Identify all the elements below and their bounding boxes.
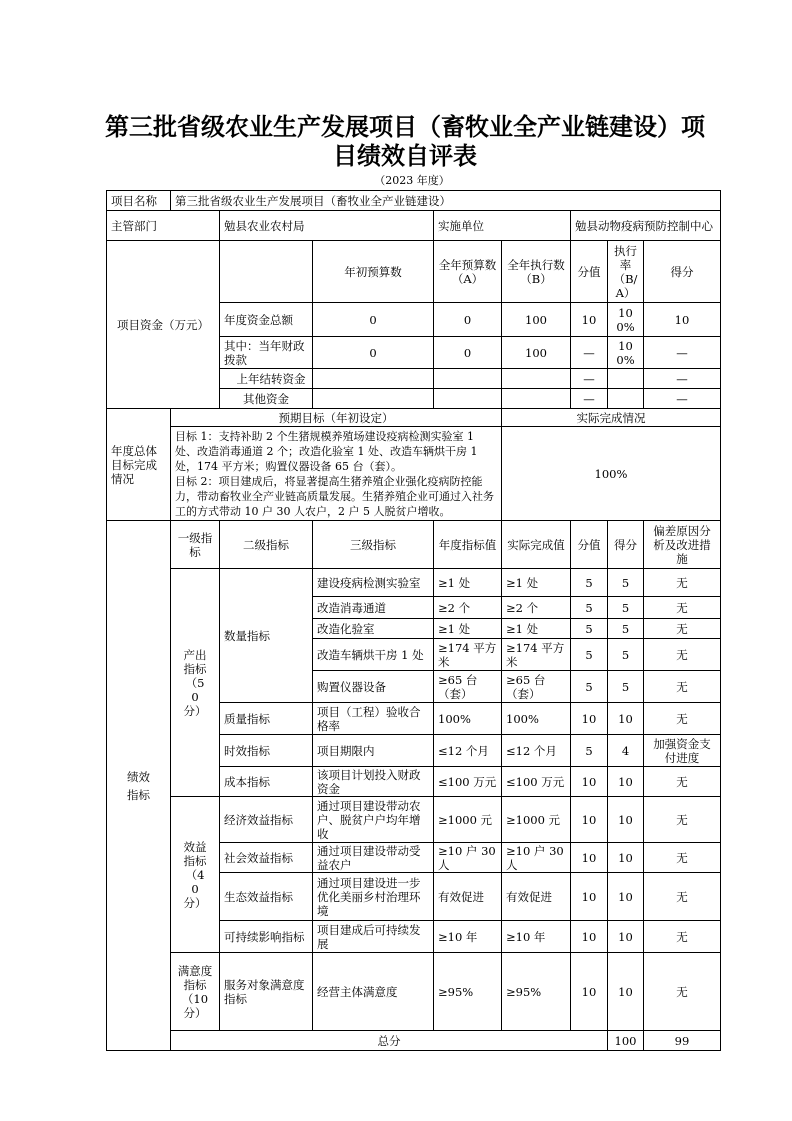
indicator-actual: ≤100 万元 <box>502 767 571 797</box>
indicator-score: 4 <box>608 735 644 767</box>
indicator-actual: 有效促进 <box>502 873 571 921</box>
indicator-score: 5 <box>608 619 644 639</box>
level2-economic: 经济效益指标 <box>220 797 313 843</box>
report-year: （2023 年度） <box>374 174 450 187</box>
indicator-target: ≥1 处 <box>434 569 502 597</box>
perf-label: 绩效指标 <box>107 521 171 1051</box>
indicator-row <box>107 797 721 843</box>
level2-quantity: 数量指标 <box>220 569 313 703</box>
level1-satisfaction: 满意度指标（10分） <box>171 953 220 1031</box>
funds-budget: 0 <box>434 337 502 369</box>
indicator-name: 通过项目建设带动受益农户 <box>313 843 434 873</box>
indicator-name: 改造化验室 <box>313 619 434 639</box>
indicator-target: ≥1 处 <box>434 619 502 639</box>
goal-2: 目标 2：项目建成后，将显著提高生猪养殖企业强化疫病防控能力，带动畜牧业全产业链高质量发展。生猪养殖企业可通过入社务工的方式带动 10 户 30 人农户，2 户 5 人脱贫户增收。 <box>175 474 494 518</box>
indicator-name: 建设疫病检测实验室 <box>313 569 434 597</box>
indicator-score: 10 <box>608 797 644 843</box>
indicator-target: ≥174 平方米 <box>434 639 502 671</box>
department-value: 勉县农业农村局 <box>220 211 434 241</box>
funds-exec: 100 <box>502 337 571 369</box>
funds-row-label: 其中：当年财政拨款 <box>220 337 313 369</box>
total-score: 99 <box>644 1031 721 1051</box>
level2-quality: 质量指标 <box>220 703 313 735</box>
indicator-value: 10 <box>571 873 608 921</box>
indicator-target: ≥1000 元 <box>434 797 502 843</box>
indicator-note: 无 <box>644 703 721 735</box>
got-score-header: 得分 <box>608 521 644 569</box>
row-goals-header <box>107 409 721 427</box>
funds-row-label: 其他资金 <box>220 389 313 409</box>
deviation-header: 偏差原因分析及改进措施 <box>644 521 721 569</box>
indicator-target: ≥65 台（套） <box>434 671 502 703</box>
indicator-name: 该项目计划投入财政资金 <box>313 767 434 797</box>
indicator-actual: ≥174 平方米 <box>502 639 571 671</box>
indicator-name: 项目（工程）验收合格率 <box>313 703 434 735</box>
funds-annual: 0 <box>313 337 434 369</box>
row-funds-header <box>107 241 721 303</box>
indicator-name: 项目建成后可持续发展 <box>313 921 434 953</box>
funds-value: — <box>571 389 608 409</box>
level2-service: 服务对象满意度指标 <box>220 953 313 1031</box>
indicator-value: 5 <box>571 735 608 767</box>
indicator-name: 项目期限内 <box>313 735 434 767</box>
indicator-value: 10 <box>571 767 608 797</box>
indicator-row <box>107 569 721 597</box>
indicator-actual: ≥1000 元 <box>502 797 571 843</box>
full-budget-header: 全年预算数（A） <box>434 241 502 303</box>
funds-annual <box>313 369 434 389</box>
indicator-score: 5 <box>608 671 644 703</box>
funds-rate: 100% <box>608 337 644 369</box>
row-indicators-header <box>107 521 721 569</box>
implementer-label: 实施单位 <box>434 211 571 241</box>
row-goals-content <box>107 427 721 521</box>
indicator-target: ≥10 户 30 人 <box>434 843 502 873</box>
indicator-target: 有效促进 <box>434 873 502 921</box>
funds-rate <box>608 369 644 389</box>
funds-exec: 100 <box>502 303 571 337</box>
indicator-note: 无 <box>644 797 721 843</box>
row-department <box>107 211 721 241</box>
level2-social: 社会效益指标 <box>220 843 313 873</box>
indicator-row <box>107 953 721 1031</box>
indicator-value: 5 <box>571 671 608 703</box>
indicator-target: 100% <box>434 703 502 735</box>
funds-budget <box>434 369 502 389</box>
indicator-score: 5 <box>608 597 644 619</box>
indicator-note: 加强资金支付进度 <box>644 735 721 767</box>
indicator-score: 10 <box>608 767 644 797</box>
score-value-col-header: 分值 <box>571 521 608 569</box>
indicator-actual: ≥10 户 30 人 <box>502 843 571 873</box>
level1-benefit: 效益指标（40分） <box>171 797 220 953</box>
indicator-score: 10 <box>608 873 644 921</box>
indicator-value: 10 <box>571 953 608 1031</box>
indicator-score: 10 <box>608 953 644 1031</box>
indicator-name: 改造消毒通道 <box>313 597 434 619</box>
level2-ecological: 生态效益指标 <box>220 873 313 921</box>
indicator-target: ≤100 万元 <box>434 767 502 797</box>
indicator-score: 5 <box>608 639 644 671</box>
indicator-name: 购置仪器设备 <box>313 671 434 703</box>
funds-annual: 0 <box>313 303 434 337</box>
indicator-name: 通过项目建设带动农户、脱贫户户均年增收 <box>313 797 434 843</box>
indicator-actual: ≥2 个 <box>502 597 571 619</box>
page-title: 第三批省级农业生产发展项目（畜牧业全产业链建设）项目绩效自评表 <box>105 112 705 170</box>
indicator-value: 5 <box>571 639 608 671</box>
funds-annual <box>313 389 434 409</box>
indicator-name: 经营主体满意度 <box>313 953 434 1031</box>
indicator-target: ≥2 个 <box>434 597 502 619</box>
funds-budget: 0 <box>434 303 502 337</box>
indicator-value: 10 <box>571 703 608 735</box>
full-exec-header: 全年执行数（B） <box>502 241 571 303</box>
annual-budget-header: 年初预算数 <box>313 241 434 303</box>
indicator-note: 无 <box>644 671 721 703</box>
funds-row-label: 年度资金总额 <box>220 303 313 337</box>
implementer-value: 勉县动物疫病预防控制中心 <box>571 211 721 241</box>
project-name-label: 项目名称 <box>107 191 171 211</box>
target-header: 年度指标值 <box>434 521 502 569</box>
score-header: 得分 <box>644 241 721 303</box>
total-label: 总分 <box>171 1031 608 1051</box>
funds-exec <box>502 369 571 389</box>
department-label: 主管部门 <box>107 211 220 241</box>
funds-header-blank <box>220 241 313 303</box>
goal-1: 目标 1：支持补助 2 个生猪规模养殖场建设疫病检测实验室 1 处、改造消毒通道 2 个；改造化验室 1 处、改造车辆烘干房 1 处，174 平方米；购置仪器设备 65 台（套）。 <box>175 429 478 473</box>
indicator-value: 5 <box>571 597 608 619</box>
indicator-actual: ≥65 台（套） <box>502 671 571 703</box>
indicator-actual: ≥95% <box>502 953 571 1031</box>
funds-rate <box>608 389 644 409</box>
indicator-score: 10 <box>608 843 644 873</box>
indicator-value: 10 <box>571 921 608 953</box>
exec-rate-header: 执行率（B/A） <box>608 241 644 303</box>
indicator-actual: ≥1 处 <box>502 569 571 597</box>
score-value-header: 分值 <box>571 241 608 303</box>
row-total <box>107 1031 721 1051</box>
indicator-actual: 100% <box>502 703 571 735</box>
indicator-name: 通过项目建设进一步优化美丽乡村治理环境 <box>313 873 434 921</box>
funds-score: — <box>644 369 721 389</box>
indicator-value: 5 <box>571 619 608 639</box>
level3-header: 三级指标 <box>313 521 434 569</box>
indicator-note: 无 <box>644 953 721 1031</box>
indicator-score: 5 <box>608 569 644 597</box>
row-project-name <box>107 191 721 211</box>
indicator-score: 10 <box>608 703 644 735</box>
indicator-note: 无 <box>644 597 721 619</box>
goals-text <box>171 427 502 521</box>
level1-header: 一级指标 <box>171 521 220 569</box>
actual-header: 实际完成情况 <box>502 409 721 427</box>
level2-time: 时效指标 <box>220 735 313 767</box>
funds-rate: 100% <box>608 303 644 337</box>
indicator-note: 无 <box>644 569 721 597</box>
actual-value-header: 实际完成值 <box>502 521 571 569</box>
funds-exec <box>502 389 571 409</box>
indicator-actual: ≥10 年 <box>502 921 571 953</box>
funds-value: — <box>571 369 608 389</box>
level2-sustainable: 可持续影响指标 <box>220 921 313 953</box>
total-value: 100 <box>608 1031 644 1051</box>
indicator-name: 改造车辆烘干房 1 处 <box>313 639 434 671</box>
indicator-note: 无 <box>644 873 721 921</box>
indicator-score: 10 <box>608 921 644 953</box>
funds-score: — <box>644 389 721 409</box>
indicator-target: ≤12 个月 <box>434 735 502 767</box>
indicator-value: 10 <box>571 843 608 873</box>
indicator-value: 10 <box>571 797 608 843</box>
indicator-actual: ≤12 个月 <box>502 735 571 767</box>
indicator-actual: ≥1 处 <box>502 619 571 639</box>
funds-score: 10 <box>644 303 721 337</box>
expected-goal-header: 预期目标（年初设定） <box>171 409 502 427</box>
indicator-note: 无 <box>644 843 721 873</box>
indicator-note: 无 <box>644 639 721 671</box>
project-name-value: 第三批省级农业生产发展项目（畜牧业全产业链建设） <box>171 191 721 211</box>
indicator-target: ≥95% <box>434 953 502 1031</box>
level1-output: 产出指标（50分） <box>171 569 220 797</box>
indicator-note: 无 <box>644 921 721 953</box>
goals-label: 年度总体目标完成情况 <box>107 409 171 521</box>
funds-row-label: 上年结转资金 <box>220 369 313 389</box>
funds-value: 10 <box>571 303 608 337</box>
evaluation-table <box>106 190 721 1051</box>
level2-header: 二级指标 <box>220 521 313 569</box>
indicator-value: 5 <box>571 569 608 597</box>
funds-value: — <box>571 337 608 369</box>
indicator-target: ≥10 年 <box>434 921 502 953</box>
funds-label: 项目资金（万元） <box>107 241 220 409</box>
funds-budget <box>434 389 502 409</box>
funds-score: — <box>644 337 721 369</box>
indicator-note: 无 <box>644 767 721 797</box>
indicator-note: 无 <box>644 619 721 639</box>
goals-actual: 100% <box>502 427 721 521</box>
level2-cost: 成本指标 <box>220 767 313 797</box>
